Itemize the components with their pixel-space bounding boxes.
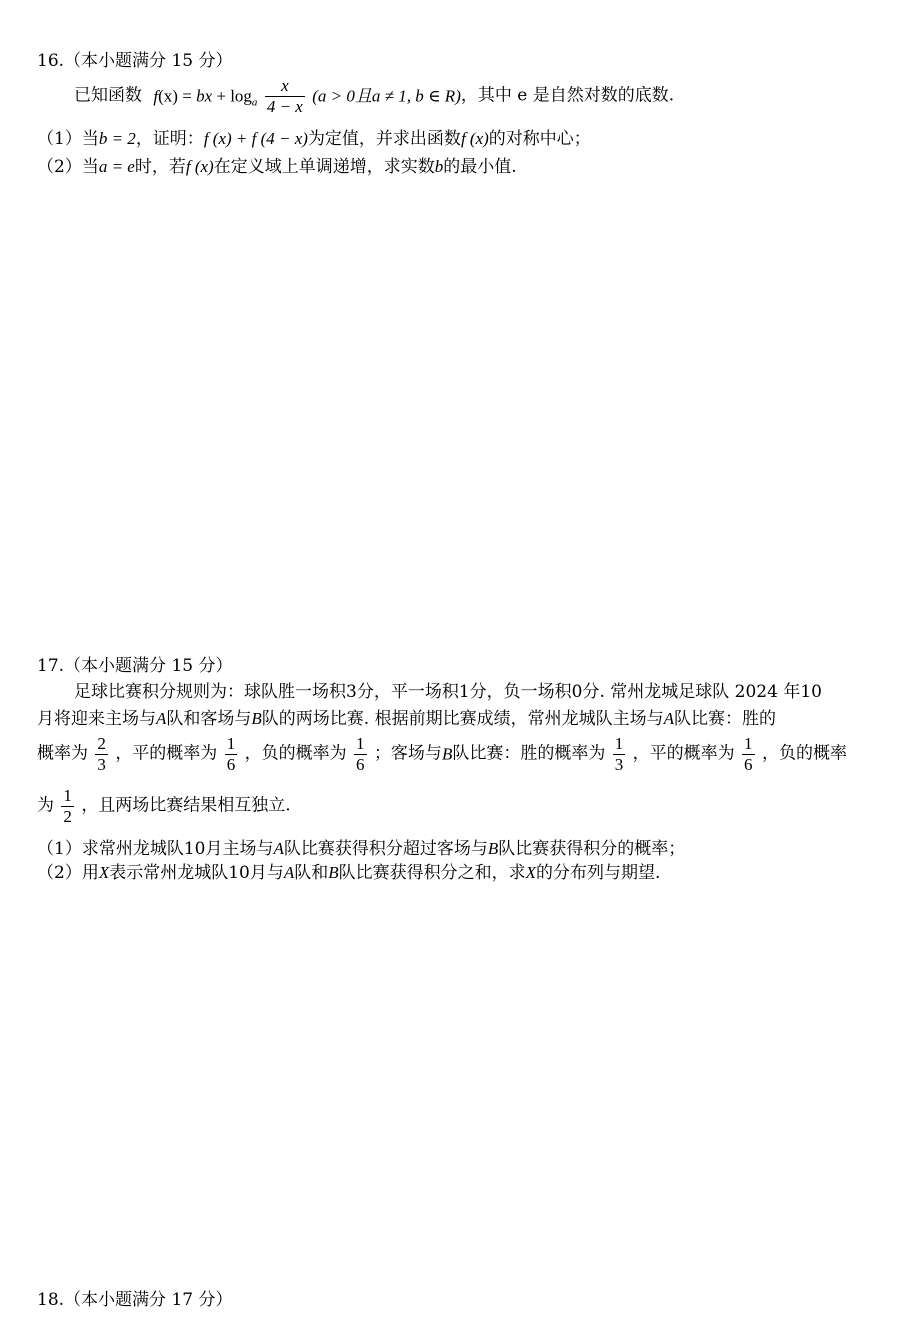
frac-den: 2 (63, 806, 72, 826)
q16-intro-suffix: ，其中 e 是自然对数的底数. (460, 85, 675, 106)
q17-l2-a: 月将迎来主场与 (37, 709, 156, 729)
q17-l2-d: B (251, 709, 262, 728)
q17-p2-b: X (98, 863, 110, 882)
q16-p1-g: 的对称中心； (488, 129, 591, 149)
q18-heading (37, 1292, 232, 1309)
q17-l2-f: A (663, 709, 674, 728)
q17-line1 (74, 684, 822, 701)
q17-p1-a: （1）求常州龙城队10月主场与 (37, 839, 274, 859)
q16-p2-f: b (434, 157, 444, 176)
q17-l4-a: 为 (37, 795, 54, 816)
q17-l3-e: B (441, 744, 453, 764)
frac-den: 6 (226, 754, 236, 774)
q16-part2 (37, 158, 517, 176)
q16-condition: (a > 0且a ≠ 1, b ∈ R) (312, 86, 461, 106)
q17-p1-c: 队比赛获得积分超过客场与 (283, 839, 488, 859)
frac-num: 1 (614, 734, 624, 753)
q16-heading-text: 16.（本小题满分 15 分） (37, 51, 233, 71)
q16-plus-log: + log (212, 86, 252, 106)
q17-frac-loss-away (61, 786, 74, 826)
q17-l2-b: A (156, 709, 167, 728)
q17-line3 (37, 734, 847, 774)
q17-p2-c: 表示常州龙城队10月与 (109, 863, 284, 883)
q17-l1-text: 足球比赛积分规则为：球队胜一场积3分，平一场积1分，负一场积0分. 常州龙城足球队 2024 年10 (74, 682, 822, 702)
q16-heading (37, 53, 232, 70)
q17-p1-b: A (273, 839, 284, 858)
q17-p2-h: X (525, 863, 537, 882)
q17-l2-c: 队和客场与 (166, 709, 252, 729)
q16-bx: bx (196, 86, 213, 106)
q17-l3-a: 概率为 (37, 743, 88, 764)
q16-intro (74, 76, 674, 116)
frac-den: 3 (97, 754, 106, 774)
q16-p2-g: 的最小值. (443, 157, 517, 177)
q16-p2-d: f (x) (185, 157, 214, 176)
q17-frac-loss-home (354, 734, 367, 774)
q16-p1-f: f (x) (460, 129, 489, 148)
q17-p2-g: 队比赛获得积分之和，求 (338, 863, 526, 883)
q16-eq: = (177, 86, 197, 106)
q17-heading-text: 17.（本小题满分 15 分） (37, 656, 233, 676)
q17-part2 (37, 864, 660, 882)
q18-heading-text: 18.（本小题满分 17 分） (37, 1290, 233, 1310)
q17-p2-f: B (328, 863, 339, 882)
q17-l3-c: ，负的概率为 (244, 743, 347, 764)
frac-den: 6 (356, 754, 365, 774)
q16-p2-b: a = e (98, 157, 135, 176)
q16-intro-prefix: 已知函数 (74, 85, 142, 106)
q17-l3-h: ，负的概率 (761, 743, 847, 764)
q17-line2 (37, 710, 776, 728)
q16-log-base: a (251, 96, 258, 109)
q17-l4-b: ，且两场比赛结果相互独立. (81, 795, 291, 816)
q17-p1-e: 队比赛获得积分的概率； (498, 839, 686, 859)
q17-l3-g: ，平的概率为 (632, 743, 735, 764)
q17-p2-d: A (283, 863, 295, 882)
q17-p2-a: （2）用 (37, 863, 99, 883)
q17-l3-f: 队比赛：胜的概率为 (452, 743, 606, 764)
q16-p2-c: 时，若 (134, 157, 186, 177)
frac-num: 1 (744, 734, 753, 753)
frac-num: 1 (63, 786, 72, 805)
q17-l2-e: 队的两场比赛. 根据前期比赛成绩，常州龙城队主场与 (261, 709, 664, 729)
q17-p1-d: B (487, 839, 499, 858)
frac-num: 1 (356, 734, 365, 753)
q16-func-x: (x) (158, 86, 178, 106)
q16-p2-a: （2）当 (37, 157, 99, 177)
q16-fraction (265, 76, 305, 116)
frac-den: 3 (614, 754, 624, 774)
q17-part1 (37, 840, 685, 858)
q16-frac-den: 4 − x (266, 96, 303, 116)
q16-p1-c: ，证明： (135, 129, 204, 149)
q17-frac-draw-home (225, 734, 238, 774)
q17-frac-win-away (613, 734, 626, 774)
q17-heading (37, 658, 232, 675)
frac-num: 1 (226, 734, 236, 753)
q16-p1-a: （1）当 (37, 129, 99, 149)
q16-frac-num: x (265, 76, 305, 97)
q17-l2-g: 队比赛：胜的 (673, 709, 776, 729)
q16-p1-e: 为定值，并求出函数 (307, 129, 461, 149)
frac-num: 2 (97, 734, 106, 753)
q17-p2-e: 队和 (294, 863, 329, 883)
q17-p2-i: 的分布列与期望. (536, 863, 661, 883)
q17-l3-d: ；客场与 (373, 743, 442, 764)
q17-line4 (37, 786, 291, 826)
q16-p1-d: f (x) + f (4 − x) (203, 129, 308, 148)
q17-l3-b: ，平的概率为 (115, 743, 218, 764)
q16-func-f: f (153, 86, 159, 106)
q16-p2-e: 在定义域上单调递增，求实数 (213, 157, 435, 177)
q17-frac-win-home (95, 734, 108, 774)
q16-p1-b: b = 2 (98, 129, 136, 148)
q16-part1 (37, 130, 591, 148)
q17-frac-draw-away (742, 734, 755, 774)
frac-den: 6 (744, 754, 753, 774)
